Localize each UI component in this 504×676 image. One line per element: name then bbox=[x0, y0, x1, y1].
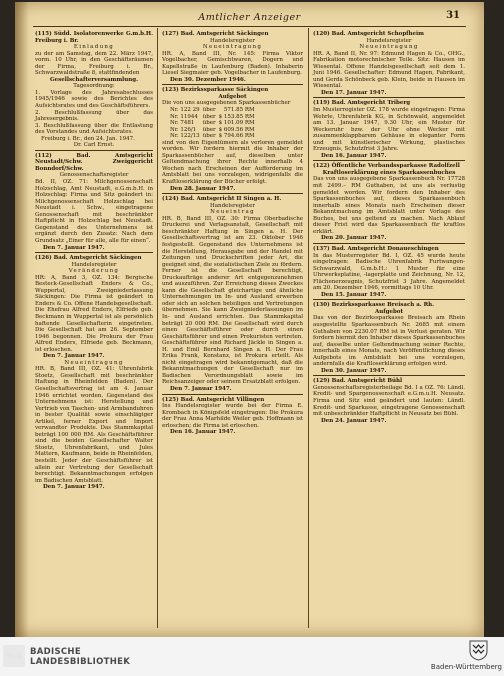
page-number: 31 bbox=[446, 10, 460, 21]
entry-date: Den 17. Januar 1947. bbox=[321, 89, 387, 96]
agenda-item: 3. Beschlußfassung über die Entlastung des Vorstandes und Aufsichtsrates. bbox=[35, 122, 153, 136]
passbook-cell: über bbox=[202, 126, 216, 133]
entry-date: Den 30. Dezember 1946. bbox=[170, 76, 246, 83]
passbook-cell: Nr. 122 29 bbox=[170, 107, 200, 114]
entry-keyword: Neueintragung bbox=[202, 44, 263, 51]
passbook-cell: über bbox=[202, 107, 216, 114]
passbook-cell: $ 101.09 RM bbox=[218, 120, 255, 127]
scanned-page bbox=[15, 2, 484, 637]
entry-subheading: Genossenschaftsregister bbox=[59, 172, 129, 179]
entry-heading: (119) Bad. Amtsgericht Triberg bbox=[313, 100, 411, 107]
agenda-title: Tagesordnung: bbox=[73, 83, 115, 90]
entry-date: Den 7. Januar 1947. bbox=[43, 244, 105, 251]
entry-keyword: Veränderung bbox=[68, 268, 120, 275]
library-name-line-1: BADISCHE bbox=[30, 647, 81, 657]
passbook-cell: über bbox=[202, 133, 216, 140]
entry-text: Die von uns ausgegebenen Sparkassenbücher bbox=[162, 100, 291, 107]
entry-subheading: Handelsregister bbox=[71, 261, 117, 268]
column-right bbox=[313, 31, 465, 424]
library-footer bbox=[0, 637, 504, 676]
entry-date: Den 16. Januar 1947. bbox=[321, 152, 387, 159]
entry-text: zu der am Samstag, dem 22. März 1947, vorm. 10 Uhr, in den Geschäftsräumen der Firma, Freiburg i. Br., Schwarzwaldstraße 8, stattfindenden bbox=[35, 50, 153, 77]
passbook-cell: Nr. 126/1 bbox=[170, 126, 197, 133]
entry-subheading: Gesellschafterversammlung. bbox=[49, 76, 139, 83]
entry-date: Den 28. Januar 1947. bbox=[170, 185, 236, 192]
header-rule bbox=[33, 26, 466, 27]
region-label: Baden-Württemberg bbox=[430, 663, 502, 671]
entry-heading: (130) Bezirkssparkasse Breisach a. Rh. bbox=[313, 302, 435, 309]
entry-divider bbox=[313, 299, 465, 300]
entry-subheading: Handelsregister bbox=[209, 37, 256, 44]
entry-keyword: Einladung bbox=[73, 44, 115, 51]
entry-divider bbox=[35, 252, 153, 253]
entry-text: HR: A, Band 3, OZ. 134: Bergische Besteck-Gesellschaft Enders & Co., Wuppertal, Zweigniederlassung Säckingen: Die Firma ist geändert in Enders & Co. Offene Handelsgesellschaft. Die Ehefrau Alfred Enders, Elfriede geb. Beckmann in Wuppertal ist als persönlich haftende Gesellschafterin eingetreten. Die Gesellschaft hat am 26. September 1946 begonnen. Die Prokura der Frau Alfred Enders, Elfriede geb. Beckmann, ist erloschen. bbox=[35, 274, 153, 353]
entry-text: Das von der Bezirkssparkasse Breisach am Rhein ausgestellte Sparkassenbuch Nr. 2685 mit einem Guthaben von 2230.07 RM ist in Verlust geraten. Wir fordern hiermit den Inhaber dieses Sparkassenbuches auf, dasselbe unter Geltendmachung seiner Rechte, innerhalb eines Monats, nach Veröffentlichung dieses Aufgebots im Amtsblatt bei uns vorzulegen, andernfalls die Kraftloserklärung erfolgen wird. bbox=[313, 315, 465, 368]
entry-divider bbox=[162, 394, 303, 395]
entry-date: Den 15. Januar 1947. bbox=[321, 291, 387, 298]
entry-heading: (127) Bad. Amtsgericht Säckingen bbox=[162, 31, 269, 37]
entry-heading: (129) Bad. Amtsgericht Bühl bbox=[313, 378, 403, 385]
column-divider bbox=[308, 28, 309, 628]
passbook-cell: Nr. 7481 bbox=[170, 120, 195, 127]
entry-heading: (122) Öffentliche Verbandssparkasse Radolfzell bbox=[313, 163, 460, 170]
entry-date: Den 24. Januar 1947. bbox=[321, 417, 387, 424]
entry-heading: (137) Bad. Amtsgericht Donaueschingen bbox=[313, 245, 439, 252]
entry-text: HR. B, Band III, OZ. 30: Firma Oberbadische Druckerei und Verlagsanstalt, Gesellschaft mit beschränkter Haftung in Singen a. H. Der Gesellschaftsvertrag ist am 23. Oktober 1946 festgestellt. Gegenstand des Unternehmens ist die Herstellung, Herausgabe und der Handel mit Zeitungen und Druckschriften jeder Art, die geeignet sind, die sozialistischen Ziele zu fördern. Ferner ist die Gesellschaft berechtigt, Druckaufträge anderer Art entgegenzunehmen und auszuführen. Zur Erreichung dieses Zweckes kann die Gesellschaft gleichartige und ähnliche Unternehmungen im In- und Ausland erwerben oder sich an solchen beteiligen und Vertretungen übernehmen. Sie kann Zweigniederlassungen im In- und Ausland errichten. Das Stammkapital beträgt 20 000 RM. Die Gesellschaft wird durch einen Geschäftsführer oder durch einen Geschäftsführer und einen Prokuristen vertreten. Geschäftsführer sind Richard Jäckle in Singen a. H. und Emil Bernhard Singen a. H. Der Frau Erika Frank, Konstanz, ist Prokura erteilt. Als nicht eingetragen wird bekanntgemacht, daß die Bekanntmachungen der Gesellschaft nur im Badischen Verordnungsblatt sowie im Reichsanzeiger oder seinem Ersatzblatt erfolgen. bbox=[162, 215, 303, 386]
entry-date: Den 7. Januar 1947. bbox=[43, 353, 105, 360]
entry-heading: (115) Südd. Isolatorenwerke G.m.b.H. Freiburg i. Br. bbox=[35, 31, 153, 44]
passbook-cell: 571.85 RM bbox=[223, 107, 255, 114]
passbook-table bbox=[170, 107, 258, 140]
entry-keyword: Neueintragung bbox=[64, 359, 124, 366]
entry-date: Den 20. Januar 1947. bbox=[321, 235, 387, 242]
passbook-row bbox=[170, 107, 258, 114]
entry-date: Den 16. Januar 1947. bbox=[170, 429, 236, 436]
entry-date: Den 30. Januar 1947. bbox=[321, 367, 387, 374]
entry-divider bbox=[162, 193, 303, 194]
column-divider bbox=[157, 28, 158, 628]
entry-text: HR. B, Band III, OZ. 41: Uhrenfabrik Stoetz, Gesellschaft mit beschränkter Haftung in Rheinfelden (Baden). Der Gesellschaftsvertrag ist am 4. Januar 1946 errichtet worden. Gegenstand des Unternehmens ist: Herstellung und Vertrieb von Taschen- und Armbanduhren in bester Qualität sowie einschlägiger Artikel, ferner Export und Import verwandter Produkte. Das Stammkapital beträgt 100 000 RM. Als Geschäftsführer sind die beiden Gesellschafter Walter Stoetz, Uhrenfabrikant, und Jules Mattern, Kaufmann, beide in Rheinfelden, bestellt. Jeder der Geschäftsführer ist allein zur Vertretung der Gesellschaft berechtigt. Bekanntmachungen erfolgen im Badischen Amtsblatt. bbox=[35, 366, 153, 484]
entry-heading: (112) Bad. Amtsgericht Neustadt/Schw. Zweiggericht Bonndorf/Schw. bbox=[35, 152, 153, 172]
entry-divider bbox=[313, 243, 465, 244]
entry-date: Den 7. Januar 1947. bbox=[170, 385, 232, 392]
entry-divider bbox=[313, 97, 465, 98]
entry-text: HR. A, Band III, Nr. 145: Firma Viktor Vogelbacher, Gemischtwaren, Dogern und Kapellstraße in Laufenburg (Baden). Inhaberin Liesel Siegmaier geb. Vogelbacher in Laufenburg. bbox=[162, 50, 303, 77]
passbook-row bbox=[170, 133, 258, 140]
library-name-line-2: LANDESBIBLIOTHEK bbox=[30, 657, 131, 667]
entry-text: HR. A, Band II, Nr. 97: Edmund Hagen & Co., OHG., Fabrikation motorechnischer Teile. Sitz: Hausen im Wiesental. Offene Handelsgesellschaft seit dem 1. Juni 1946. Gesellschafter: Edmund Hagen, Fabrikant, und Gerda Schönbeck geb. Klein, beide in Hausen im Wiesental. bbox=[313, 50, 465, 90]
entry-heading: (126) Bad. Amtsgericht Säckingen bbox=[35, 255, 142, 262]
entry-keyword: Neueintragung bbox=[359, 44, 419, 51]
entry-keyword: Aufgebot bbox=[218, 93, 247, 100]
passbook-cell: $ 153.85 RM bbox=[218, 113, 255, 120]
page-header-title: Amtlicher Anzeiger bbox=[198, 12, 301, 23]
entry-keyword: Aufgebot bbox=[374, 308, 404, 315]
entry-subheading: Handelsregister bbox=[209, 202, 256, 209]
entry-text: Das von uns ausgegebene Sparkassenbuch Nr. 17728 mit 2499.– RM Guthaben, ist uns als verlustig gemeldet worden. Wir fordern den Inhaber des Sparkassenbuches auf, dieses Sparkassenbuch innerhalb eines Monats nach Erscheinen dieser Bekanntmachung im Amtsblatt unter Vorlage des Buches, bei uns geltend zu machen. Nach Ablauf dieser Frist wird das Sparkassenbuch für kraftlos erklärt. bbox=[313, 176, 465, 235]
passbook-cell: $ 794.66 RM bbox=[218, 133, 255, 140]
passbook-cell: $ 609.56 RM bbox=[218, 126, 255, 133]
entry-text: In das Musterregister Bd. I, OZ. 45 wurde heute eingetragen: Badische Uhrenfabrik Furtwangen-Schwarzwald, G.m.b.H.: 1 Muster für eine Uhrwerksplatine, -lagerplatte und Zeichnung, Nr. 12, Flächenerzeugnis, Schutzfrist 3 Jahre. Angemeldet am 20. Dezember 1946, vormittags 10 Uhr. bbox=[313, 252, 465, 292]
passbook-cell: Nr. 122/13 bbox=[170, 133, 200, 140]
entry-divider bbox=[313, 160, 465, 161]
entry-text: Genossenschaftsregisterbeilage Bd. I a OZ. 76: Ländl. Kredit- und Spargenossenschaft e.G.m.u.H. Neusatz. Firma und Sitz sind geändert und lauten: Ländl. Kredit- und Sparkasse, eingetragene Genossenschaft mit unbeschränkter Haftpflicht in Neusatz bei Bühl. bbox=[313, 384, 465, 418]
passbook-cell: über bbox=[202, 113, 216, 120]
entry-heading: (123) Bezirkssparkasse Säckingen bbox=[162, 87, 269, 94]
coat-of-arms-icon bbox=[469, 639, 488, 661]
agenda-item: 1. Vorlage des Jahresabschlusses 1945/1946 sowie des Berichtes des Aufsichtsrates und des Geschäftsführers. bbox=[35, 89, 153, 110]
entry-place-date: Freiburg i. Br., den 24. Jan. 1947. bbox=[41, 135, 135, 142]
agenda-item: 2. Beschlußfassung über das Jahresergebnis. bbox=[35, 109, 153, 123]
column-left bbox=[35, 31, 153, 491]
entry-subheading: Handelsregister bbox=[366, 37, 412, 44]
entry-text: Im Musterregister OZ. 178 wurde eingetragen: Firma Wehrle, Uhrenfabrik KG, in Schönwald, angemeldet am 13. Januar 1947, 9.30 Uhr, ein Muster für Weckeruhr bzw. der Uhr ohne Wecker mit zusammenklappbarem Gehäuse in eleganter Form und mit künstlerischer Wirkung, plastisches Erzeugnis, Schutzfrist 3 Jahre. bbox=[313, 107, 465, 153]
entry-text: Bd. II, OZ. 71: Milchgenossenschaft Holzschlag, Amt Neustadt, e.G.m.b.H. in Holzschlag: Firma und Sitz geändert in: Milchgenossenschaft Holzschlag bei Neustadt i. Schw., eingetragene Genossenschaft mit beschränkter Haftpflicht in Holzschlag bei Neustadt. Gegenstand des Unternehmens ist ergänzt durch den Zusatz: Nach dem Grundsatz „Einer für alle, alle für einen“. bbox=[35, 179, 153, 244]
entry-heading: (125) Bad. Amtsgericht Villingen bbox=[162, 396, 265, 403]
passbook-cell: über bbox=[202, 120, 216, 127]
entry-date: Den 7. Januar 1947. bbox=[43, 484, 105, 491]
entry-text: sind von den Eigentümern als verloren gemeldet worden. Wir fordern hiermit die Inhaber der Sparkassenbücher auf, dieselben unter Geltendmachung ihrer Rechte innerhalb 4 Wochen nach Erscheinen der Aufforderung im Amtsblatt bei uns vorzulegen, widrigenfalls die Kraftloserklärung der Bücher erfolgt. bbox=[162, 139, 303, 186]
blb-logo-text: BLB bbox=[6, 652, 22, 660]
entry-subheading: Kraftloserklärung eines Sparkassenbuches bbox=[322, 169, 456, 176]
column-middle bbox=[162, 31, 303, 436]
blb-logo-icon bbox=[3, 645, 25, 667]
entry-divider bbox=[313, 375, 465, 376]
library-name bbox=[30, 647, 130, 667]
entry-keyword: Neueintrag bbox=[210, 209, 255, 216]
entry-divider bbox=[162, 84, 303, 85]
entry-signature: Dr. Carl Ernst. bbox=[73, 142, 115, 149]
entry-text: Ins Handelsregister wurde bei der Firma E. Krombach in Königsfeld eingetragen: Die Prokura der Frau Anna Marhilde Weiler geb. Hoffmann ist erloschen; die Firma ist erloschen. bbox=[162, 403, 303, 429]
passbook-cell: Nr. 11944 bbox=[170, 113, 198, 120]
entry-heading: (120) Bad. Amtsgericht Schopfheim bbox=[313, 31, 424, 37]
entry-heading: (124) Bad. Amtsgericht II Singen a. H. bbox=[162, 196, 282, 203]
entry-divider bbox=[35, 150, 153, 151]
passbook-row bbox=[170, 120, 258, 127]
